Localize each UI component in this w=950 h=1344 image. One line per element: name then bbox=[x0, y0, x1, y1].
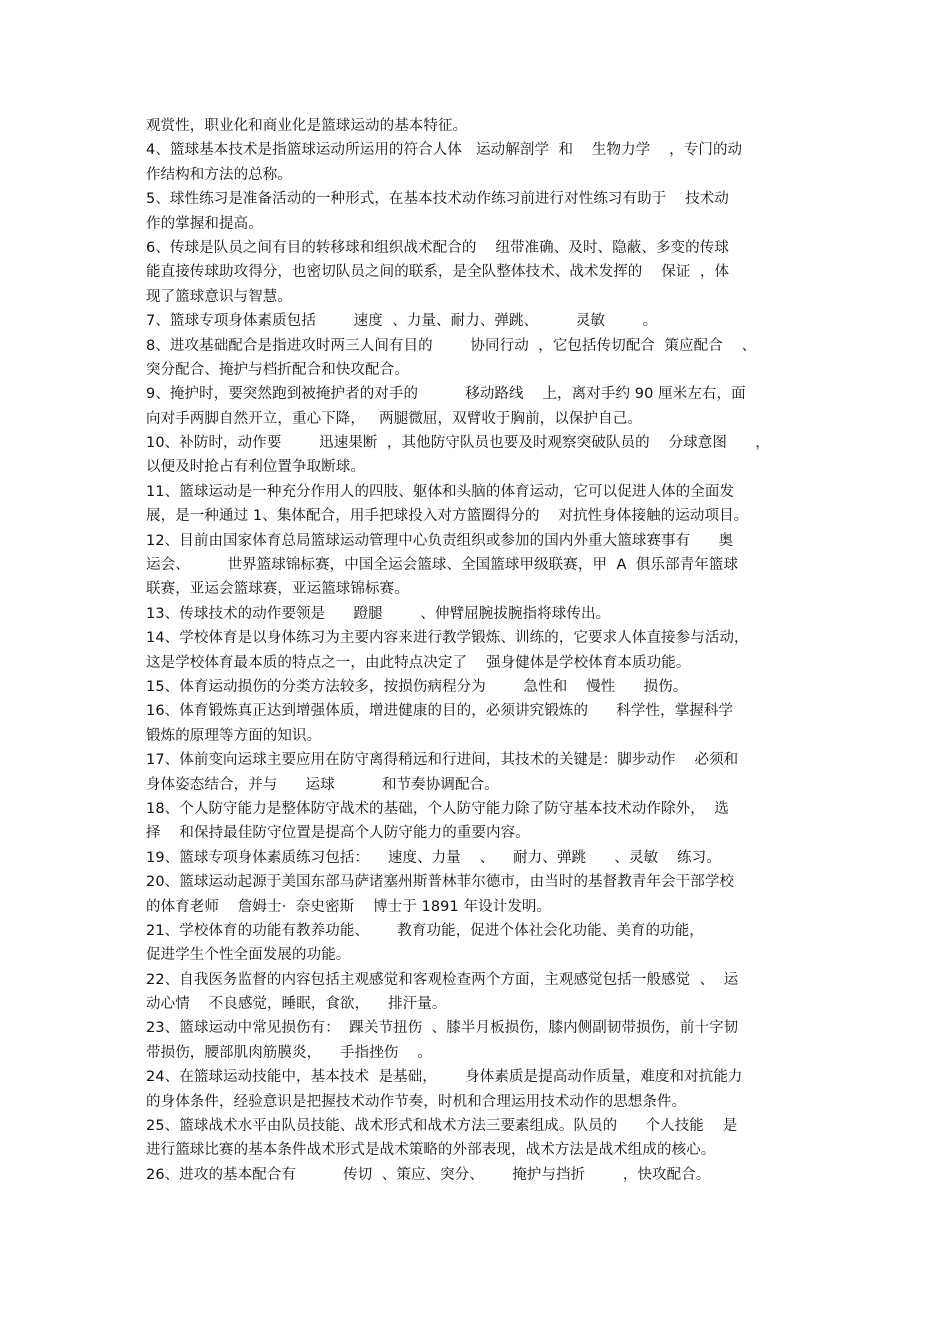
text-line: 16、体育锻炼真正达到增强体质，增进健康的目的，必须讲究锻炼的 科学性，掌握科学 bbox=[146, 703, 734, 720]
text-line: 9、掩护时，要突然跑到被掩护者的对手的 移动路线 上，离对手约 90 厘米左右，面 bbox=[146, 386, 746, 403]
text-line: 14、学校体育是以身体练习为主要内容来进行教学锻炼、训练的，它要求人体直接参与活动， bbox=[146, 630, 749, 647]
text-line: 观赏性，职业化和商业化是篮球运动的基本特征。 bbox=[146, 118, 468, 134]
text-line: 锻炼的原理等方面的知识。 bbox=[146, 727, 322, 744]
text-line: 8、进攻基础配合是指进攻时两三人间有目的 协同行动 ，它包括传切配合 策应配合 、 bbox=[146, 337, 757, 354]
text-line: 作的掌握和提高。 bbox=[146, 215, 263, 232]
text-line: 6、传球是队员之间有目的转移球和组织战术配合的 纽带准确、及时、隐蔽、多变的传球 bbox=[146, 239, 729, 256]
text-line: 运会、 世界篮球锦标赛，中国全运会篮球、全国篮球甲级联赛，甲 A 俱乐部青年篮球 bbox=[146, 557, 739, 574]
text-line: 5、球性练习是准备活动的一种形式，在基本技术动作练习前进行对性练习有助于 技术动 bbox=[146, 191, 729, 208]
text-line: 12、目前由国家体育总局篮球运动管理中心负责组织或参加的国内外重大篮球赛事有 奥 bbox=[146, 532, 734, 549]
text-line: 的体育老师 詹姆士· 奈史密斯 博士于 1891 年设计发明。 bbox=[146, 898, 552, 915]
document-body bbox=[146, 114, 810, 1187]
text-line: 7、篮球专项身体素质包括 速度 、力量、耐力、弹跳、 灵敏 。 bbox=[146, 313, 658, 330]
text-line: 17、体前变向运球主要应用在防守离得稍远和行进间，其技术的关键是：脚步动作 必须和 bbox=[146, 752, 739, 769]
text-line: 23、篮球运动中常见损伤有： 踝关节扭伤 、膝半月板损伤，膝内侧副韧带损伤，前十字韧 bbox=[146, 1020, 739, 1037]
text-line: 22、自我医务监督的内容包括主观感觉和客观检查两个方面，主观感觉包括一般感觉 、 运 bbox=[146, 971, 739, 988]
text-line: 作结构和方法的总称。 bbox=[146, 166, 292, 183]
text-line: 能直接传球助攻得分，也密切队员之间的联系，是全队整体技术、战术发挥的 保证 ，体 bbox=[146, 264, 730, 281]
text-line: 的身体条件，经验意识是把握技术动作节奏，时机和合理运用技术动作的思想条件。 bbox=[146, 1093, 687, 1110]
text-line: 24、在篮球运动技能中，基本技术 是基础， 身体素质是提高动作质量，难度和对抗能力 bbox=[146, 1069, 743, 1086]
text-line: 21、学校体育的功能有教养功能、 教育功能，促进个体社会化功能、美育的功能， bbox=[146, 922, 704, 939]
text-line: 这是学校体育最本质的特点之一，由此特点决定了 强身健体是学校体育本质功能。 bbox=[146, 654, 691, 671]
text-line: 25、篮球战术水平由队员技能、战术形式和战术方法三要素组成。队员的 个人技能 是 bbox=[146, 1118, 738, 1135]
text-line: 以便及时抢占有利位置争取断球。 bbox=[146, 459, 365, 476]
text-line: 4、篮球基本技术是指篮球运动所运用的符合人体 运动解剖学 和 生物力学 ，专门的动 bbox=[146, 142, 743, 159]
text-line: 促进学生个性全面发展的功能。 bbox=[146, 947, 351, 964]
text-line: 身体姿态结合，并与 运球 和节奏协调配合。 bbox=[146, 776, 499, 793]
text-line: 择 和保持最佳防守位置是提高个人防守能力的重要内容。 bbox=[146, 825, 530, 842]
text-line: 11、篮球运动是一种充分作用人的四肢、躯体和头脑的体育运动，它可以促进人体的全面发 bbox=[146, 483, 735, 500]
text-line: 动心情 不良感觉，睡眠，食欲， 排汗量。 bbox=[146, 996, 447, 1013]
text-line: 现了篮球意识与智慧。 bbox=[146, 288, 292, 305]
text-line: 进行篮球比赛的基本条件战术形式是战术策略的外部表现，战术方法是战术组成的核心。 bbox=[146, 1142, 716, 1159]
text-line: 突分配合、掩护与档折配合和快攻配合。 bbox=[146, 361, 409, 378]
text-line: 联赛，亚运会篮球赛，亚运篮球锦标赛。 bbox=[146, 581, 409, 598]
text-line: 展，是一种通过 1、集体配合，用手把球投入对方篮圈得分的 对抗性身体接触的运动项目。 bbox=[146, 508, 749, 525]
text-line: 26、进攻的基本配合有 传切 、策应、突分、 掩护与挡折 ，快攻配合。 bbox=[146, 1166, 711, 1183]
text-line: 19、篮球专项身体素质练习包括： 速度、力量 、 耐力、弹跳 、灵敏 练习。 bbox=[146, 849, 721, 866]
text-line: 18、个人防守能力是整体防守战术的基础，个人防守能力除了防守基本技术动作除外， 选 bbox=[146, 800, 729, 817]
text-line: 20、篮球运动起源于美国东部马萨诸塞州斯普林菲尔德市，由当时的基督教青年会干部学校 bbox=[146, 874, 735, 891]
text-line: 13、传球技术的动作要领是 蹬腿 、伸臂屈腕拔腕指将球传出。 bbox=[146, 605, 611, 622]
text-line: 15、体育运动损伤的分类方法较多，按损伤病程分为 急性和 慢性 损伤。 bbox=[146, 678, 688, 695]
text-line: 10、补防时，动作要 迅速果断 ，其他防守队员也要及时观察突破队员的 分球意图 ， bbox=[146, 435, 770, 452]
text-line: 带损伤，腰部肌肉筋膜炎， 手指挫伤 。 bbox=[146, 1044, 432, 1061]
text-line: 向对手两脚自然开立，重心下降， 两腿微屈，双臂收于胸前，以保护自己。 bbox=[146, 410, 642, 427]
